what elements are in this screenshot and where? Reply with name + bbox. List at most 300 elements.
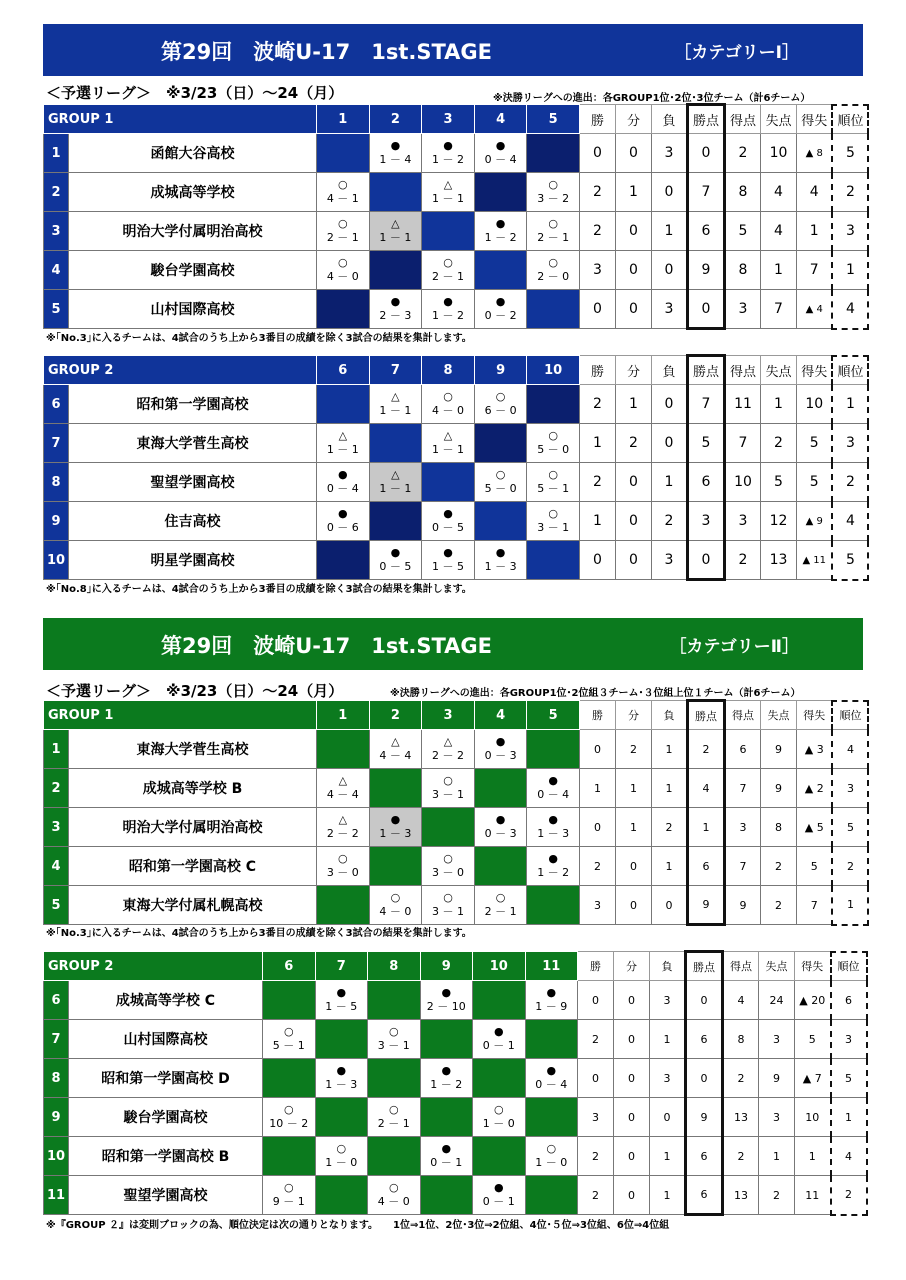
score: 2 － 0 — [537, 270, 570, 283]
stat-cell: 8 — [760, 808, 796, 847]
stat-cell: 1 — [650, 1020, 686, 1059]
stat-cell: 0 — [614, 1059, 650, 1098]
team-number: 7 — [44, 424, 69, 463]
team-name: 昭和第一学園高校 — [69, 385, 317, 424]
stat-header: 勝点 — [687, 356, 724, 385]
stat-cell: 3 — [831, 1020, 867, 1059]
stat-cell: 2 — [832, 847, 868, 886]
stat-cell: 0 — [687, 541, 724, 580]
stat-cell: 2 — [723, 1137, 759, 1176]
team-row — [44, 1059, 867, 1098]
match-result — [369, 212, 422, 251]
stat-cell: 2 — [759, 1176, 795, 1215]
stat-cell: 1 — [795, 1137, 831, 1176]
stat-cell: 8 — [724, 173, 760, 212]
stat-header: 得点 — [724, 701, 760, 730]
stat-cell: 4 — [831, 1137, 867, 1176]
match-result — [263, 1176, 316, 1215]
stat-cell: 0 — [686, 1059, 723, 1098]
stat-header: 失点 — [760, 701, 796, 730]
stat-cell: 9 — [687, 251, 724, 290]
team-row — [44, 730, 869, 769]
score: 5 － 1 — [537, 482, 570, 495]
stat-cell: 1 — [831, 1098, 867, 1137]
score: 1 － 3 — [325, 1078, 358, 1091]
result-mark: ○ — [390, 891, 401, 904]
category-label: ［カテゴリーⅠ］ — [674, 43, 799, 63]
team-row — [44, 290, 869, 329]
stat-cell: 6 — [686, 1137, 723, 1176]
stat-cell: 3 — [687, 502, 724, 541]
result-mark: ○ — [443, 852, 453, 865]
team-number: 4 — [44, 847, 69, 886]
no-match-cell — [317, 290, 370, 329]
team-number: 5 — [44, 886, 69, 925]
no-match-cell — [368, 981, 421, 1020]
stat-header: 勝点 — [687, 701, 724, 730]
group-table — [43, 699, 869, 926]
score: 1 － 2 — [430, 1078, 463, 1091]
self-cell — [369, 424, 422, 463]
result-mark: △ — [443, 178, 453, 191]
match-result — [422, 134, 475, 173]
result-mark: ● — [495, 217, 506, 230]
no-match-cell — [369, 251, 422, 290]
score: 2 － 2 — [432, 749, 464, 762]
stat-cell: 11 — [724, 385, 760, 424]
stat-cell: 11 — [795, 1176, 831, 1215]
result-mark: ○ — [338, 852, 348, 865]
match-result — [422, 730, 475, 769]
no-match-cell — [420, 1020, 473, 1059]
match-result — [527, 808, 580, 847]
stat-cell: 6 — [831, 981, 867, 1020]
stat-cell: 3 — [578, 1098, 614, 1137]
team-row — [44, 502, 869, 541]
score: 2 － 1 — [537, 231, 570, 244]
column-header: 9 — [420, 952, 473, 981]
stat-cell: 0 — [579, 808, 615, 847]
result-mark: △ — [443, 735, 453, 748]
result-mark: ○ — [443, 774, 453, 787]
stat-cell: ▲ 9 — [796, 502, 832, 541]
result-mark: ○ — [338, 256, 348, 269]
stat-header: 勝点 — [686, 952, 723, 981]
stat-cell: 6 — [687, 463, 724, 502]
column-header: 6 — [317, 356, 370, 385]
team-name: 山村国際高校 — [69, 290, 317, 329]
stat-cell: 5 — [832, 541, 868, 580]
score: 0 － 1 — [482, 1039, 515, 1052]
no-match-cell — [263, 1137, 316, 1176]
stat-cell: 0 — [614, 1137, 650, 1176]
result-mark: ○ — [443, 390, 453, 403]
stat-cell: 7 — [724, 424, 760, 463]
stat-cell: 6 — [686, 1176, 723, 1215]
stat-cell: 6 — [724, 730, 760, 769]
team-name: 昭和第一学園高校 D — [69, 1059, 263, 1098]
no-match-cell — [527, 730, 580, 769]
team-row — [44, 424, 869, 463]
category-label: ［カテゴリーⅡ］ — [669, 637, 799, 657]
team-row — [44, 981, 867, 1020]
stat-cell: 7 — [687, 385, 724, 424]
no-match-cell — [317, 541, 370, 580]
team-row — [44, 385, 869, 424]
score: 0 － 3 — [484, 827, 517, 840]
stat-header: 勝 — [579, 356, 615, 385]
team-number: 10 — [44, 1137, 69, 1176]
score: 0 － 3 — [484, 749, 517, 762]
score: 0 － 6 — [326, 521, 359, 534]
stat-cell: 0 — [651, 173, 687, 212]
tournament-title: 第29回 波崎U-17 1st.STAGE — [161, 634, 492, 658]
self-cell — [420, 1098, 473, 1137]
self-cell — [317, 134, 370, 173]
team-row — [44, 808, 869, 847]
column-header: 2 — [369, 701, 422, 730]
score: 0 － 5 — [432, 521, 464, 534]
score: 3 － 2 — [537, 192, 570, 205]
group-note: ※｢No.3｣に入るチームは、4試合のうち上から3番目の成績を除く3試合の結果を集計します。 — [46, 928, 472, 939]
stat-cell: 0 — [614, 981, 650, 1020]
team-row — [44, 1020, 867, 1059]
result-mark: ○ — [338, 217, 348, 230]
team-number: 5 — [44, 290, 69, 329]
no-match-cell — [317, 886, 370, 925]
column-header: 5 — [527, 105, 580, 134]
stat-header: 負 — [650, 952, 686, 981]
no-match-cell — [474, 424, 527, 463]
stat-header: 負 — [651, 701, 687, 730]
team-name: 住吉高校 — [69, 502, 317, 541]
match-result — [422, 424, 475, 463]
stat-cell: 0 — [687, 290, 724, 329]
result-mark: ● — [390, 139, 401, 152]
stat-cell: 4 — [832, 502, 868, 541]
stat-cell: 3 — [724, 808, 760, 847]
match-result — [473, 1098, 526, 1137]
match-result — [474, 730, 527, 769]
stat-header: 負 — [651, 356, 687, 385]
match-result — [422, 173, 475, 212]
stat-cell: 0 — [578, 981, 614, 1020]
team-number: 6 — [44, 385, 69, 424]
match-result — [263, 1098, 316, 1137]
stat-cell: 5 — [795, 1020, 831, 1059]
stat-cell: 3 — [832, 424, 868, 463]
category-banner — [43, 24, 863, 76]
result-mark: ○ — [548, 429, 558, 442]
match-result — [474, 212, 527, 251]
self-cell — [368, 1059, 421, 1098]
score: 2 － 10 — [426, 1000, 466, 1013]
result-mark: ○ — [548, 507, 558, 520]
stat-header: 順位 — [832, 356, 868, 385]
stat-cell: 3 — [759, 1098, 795, 1137]
match-result — [474, 463, 527, 502]
stat-cell: ▲ 20 — [795, 981, 831, 1020]
result-mark: ● — [441, 986, 452, 999]
result-mark: ● — [390, 295, 401, 308]
match-result — [474, 290, 527, 329]
column-header: 8 — [422, 356, 475, 385]
score: 1 － 2 — [432, 309, 464, 322]
stat-cell: 0 — [651, 424, 687, 463]
stat-cell: 4 — [832, 290, 868, 329]
column-header: 8 — [368, 952, 421, 981]
result-mark: △ — [391, 390, 400, 403]
league-header: ＜予選リーグ＞ ※3/23（日）～24（月） — [46, 84, 344, 102]
result-mark: ● — [338, 468, 348, 481]
match-result — [317, 251, 370, 290]
stat-cell: 3 — [650, 1059, 686, 1098]
stat-header: 分 — [614, 952, 650, 981]
match-result — [474, 385, 527, 424]
stat-header: 得点 — [724, 105, 760, 134]
stat-header: 失点 — [760, 105, 796, 134]
stat-cell: 0 — [615, 251, 651, 290]
result-mark: △ — [338, 429, 348, 442]
match-result — [369, 134, 422, 173]
team-row — [44, 1098, 867, 1137]
result-mark: ○ — [443, 256, 453, 269]
stat-header: 勝 — [579, 105, 615, 134]
score: 4 － 0 — [377, 1195, 410, 1208]
stat-cell: 3 — [579, 251, 615, 290]
result-mark: ● — [495, 139, 506, 152]
stat-cell: 5 — [796, 424, 832, 463]
stat-cell: 0 — [579, 541, 615, 580]
stat-cell: 2 — [579, 847, 615, 886]
stat-cell: ▲ 3 — [796, 730, 832, 769]
stat-cell: 2 — [615, 730, 651, 769]
column-header: 6 — [263, 952, 316, 981]
stat-cell: 4 — [832, 730, 868, 769]
score: 0 － 1 — [430, 1156, 463, 1169]
stat-cell: 12 — [760, 502, 796, 541]
stat-header: 得失 — [796, 105, 832, 134]
no-match-cell — [263, 1059, 316, 1098]
stat-cell: 0 — [615, 134, 651, 173]
score: 1 － 1 — [379, 482, 412, 495]
score: 1 － 2 — [537, 866, 570, 879]
team-number: 7 — [44, 1020, 69, 1059]
match-result — [422, 251, 475, 290]
self-cell — [525, 1176, 578, 1215]
stat-cell: 2 — [724, 541, 760, 580]
stat-cell: 3 — [650, 981, 686, 1020]
stat-cell: 0 — [615, 290, 651, 329]
stat-cell: ▲ 11 — [796, 541, 832, 580]
match-result — [525, 981, 578, 1020]
score: 1 － 0 — [482, 1117, 515, 1130]
team-name: 成城高等学校 — [69, 173, 317, 212]
stat-cell: 8 — [724, 251, 760, 290]
result-mark: ● — [443, 139, 453, 152]
no-match-cell — [368, 1137, 421, 1176]
stat-cell: 4 — [687, 769, 724, 808]
stat-header: 順位 — [832, 105, 868, 134]
result-mark: ○ — [495, 390, 506, 403]
score: 1 － 0 — [535, 1156, 568, 1169]
stat-cell: 1 — [832, 251, 868, 290]
score: 4 － 4 — [326, 788, 359, 801]
score: 1 － 5 — [325, 1000, 358, 1013]
no-match-cell — [525, 1020, 578, 1059]
stat-cell: 1 — [651, 730, 687, 769]
self-cell — [527, 290, 580, 329]
stat-cell: 2 — [579, 212, 615, 251]
group-label: GROUP 1 — [44, 105, 317, 134]
column-header: 10 — [527, 356, 580, 385]
match-result — [317, 847, 370, 886]
match-result — [422, 541, 475, 580]
stat-cell: 2 — [723, 1059, 759, 1098]
column-header: 11 — [525, 952, 578, 981]
match-result — [525, 1137, 578, 1176]
group-label: GROUP 2 — [44, 952, 263, 981]
stat-cell: 7 — [796, 886, 832, 925]
result-mark: ● — [495, 735, 506, 748]
team-row — [44, 1137, 867, 1176]
stat-cell: 3 — [759, 1020, 795, 1059]
self-cell — [369, 173, 422, 212]
score: 1 － 3 — [537, 827, 570, 840]
team-name: 昭和第一学園高校 B — [69, 1137, 263, 1176]
stat-cell: 0 — [614, 1098, 650, 1137]
stat-header: 得点 — [723, 952, 759, 981]
result-mark: ○ — [548, 217, 558, 230]
stat-cell: 0 — [615, 463, 651, 502]
score: 1 － 1 — [432, 192, 464, 205]
team-name: 東海大学菅生高校 — [69, 424, 317, 463]
stat-cell: 3 — [724, 502, 760, 541]
stat-cell: 1 — [579, 424, 615, 463]
stat-cell: 1 — [651, 769, 687, 808]
stat-cell: 0 — [615, 502, 651, 541]
stat-cell: 9 — [760, 769, 796, 808]
team-row — [44, 212, 869, 251]
result-mark: ● — [548, 774, 558, 787]
match-result — [369, 730, 422, 769]
stat-header: 勝 — [578, 952, 614, 981]
score: 0 － 4 — [326, 482, 359, 495]
stat-header: 得点 — [724, 356, 760, 385]
no-match-cell — [315, 1176, 368, 1215]
stat-cell: 3 — [651, 290, 687, 329]
team-name: 昭和第一学園高校 C — [69, 847, 317, 886]
stat-cell: 9 — [687, 886, 724, 925]
score: 0 － 4 — [537, 788, 570, 801]
score: 2 － 1 — [484, 905, 517, 918]
team-number: 8 — [44, 1059, 69, 1098]
stat-cell: 10 — [795, 1098, 831, 1137]
stat-cell: 2 — [578, 1137, 614, 1176]
stat-cell: 0 — [579, 134, 615, 173]
self-cell — [474, 251, 527, 290]
result-mark: ● — [336, 986, 347, 999]
stat-cell: 5 — [687, 424, 724, 463]
score: 4 － 1 — [326, 192, 359, 205]
result-mark: ● — [441, 1064, 452, 1077]
team-row — [44, 847, 869, 886]
stat-cell: 2 — [760, 886, 796, 925]
stat-cell: 9 — [724, 886, 760, 925]
score: 1 － 9 — [535, 1000, 568, 1013]
score: 0 － 2 — [484, 309, 517, 322]
group-note: ※｢No.8｣に入るチームは、4試合のうち上から3番目の成績を除く3試合の結果を集計します。 — [46, 584, 472, 595]
result-mark: △ — [391, 468, 400, 481]
match-result — [422, 886, 475, 925]
team-name: 明星学園高校 — [69, 541, 317, 580]
stat-cell: 5 — [832, 808, 868, 847]
stat-header: 分 — [615, 105, 651, 134]
stat-cell: 1 — [832, 886, 868, 925]
stat-header: 順位 — [832, 701, 868, 730]
stat-cell: 6 — [686, 1020, 723, 1059]
self-cell — [422, 463, 475, 502]
stat-cell: 0 — [578, 1059, 614, 1098]
stat-cell: 2 — [724, 134, 760, 173]
stat-cell: 0 — [615, 541, 651, 580]
match-result — [527, 424, 580, 463]
result-mark: ● — [495, 813, 506, 826]
stat-cell: 4 — [760, 173, 796, 212]
no-match-cell — [474, 173, 527, 212]
result-mark: ○ — [546, 1142, 557, 1155]
score: 0 － 5 — [379, 560, 412, 573]
result-mark: ○ — [548, 468, 558, 481]
score: 1 － 1 — [326, 443, 359, 456]
stat-cell: 3 — [832, 212, 868, 251]
result-mark: ● — [495, 546, 506, 559]
team-row — [44, 886, 869, 925]
result-mark: ● — [493, 1181, 504, 1194]
stat-cell: 0 — [614, 1020, 650, 1059]
score: 1 － 2 — [484, 231, 517, 244]
team-row — [44, 134, 869, 173]
team-name: 駿台学園高校 — [69, 1098, 263, 1137]
stat-cell: 1 — [760, 385, 796, 424]
team-name: 函館大谷高校 — [69, 134, 317, 173]
stat-cell: 2 — [760, 424, 796, 463]
no-match-cell — [369, 502, 422, 541]
match-result — [473, 1176, 526, 1215]
stat-cell: 2 — [579, 173, 615, 212]
stat-cell: 3 — [651, 134, 687, 173]
match-result — [369, 541, 422, 580]
stat-cell: 7 — [687, 173, 724, 212]
stat-cell: ▲ 2 — [796, 769, 832, 808]
stat-cell: 24 — [759, 981, 795, 1020]
team-number: 3 — [44, 808, 69, 847]
match-result — [420, 981, 473, 1020]
stat-cell: 4 — [796, 173, 832, 212]
team-number: 8 — [44, 463, 69, 502]
team-name: 東海大学付属札幌高校 — [69, 886, 317, 925]
column-header: 5 — [527, 701, 580, 730]
result-mark: ● — [548, 852, 558, 865]
match-result — [422, 385, 475, 424]
score: 2 － 3 — [379, 309, 412, 322]
no-match-cell — [527, 134, 580, 173]
result-mark: ● — [546, 1064, 557, 1077]
stat-cell: 9 — [760, 730, 796, 769]
stat-cell: 1 — [651, 212, 687, 251]
match-result — [527, 502, 580, 541]
team-row — [44, 541, 869, 580]
